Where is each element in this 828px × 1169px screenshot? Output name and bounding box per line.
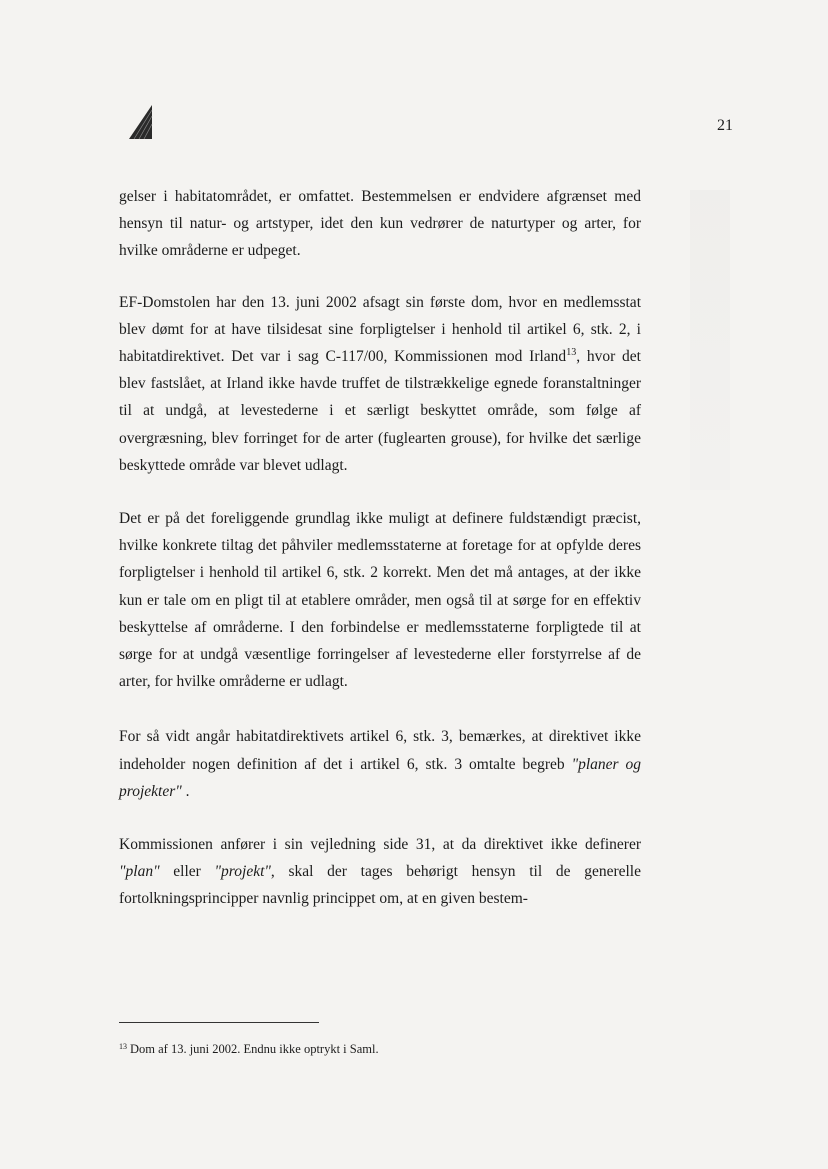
paragraph-text: . bbox=[181, 782, 190, 800]
triangle-logo-icon bbox=[128, 104, 154, 140]
italic-term: "plan" bbox=[119, 863, 160, 881]
italic-term: "projekt" bbox=[214, 863, 271, 881]
paragraph-text: Kommissionen anfører i sin vejledning side 31, at da direktivet ikke definerer bbox=[119, 836, 641, 854]
footnote-reference: 13 bbox=[566, 347, 577, 359]
paragraph: Det er på det foreliggende grundlag ikke muligt at definere fuldstændigt præcist, hvilke konkrete tiltag det påhviler medlemsstaterne at foretage for at opfylde deres forpligtelser i henhold til artikel 6, stk. 2 korrekt. Men det må antages, at der ikke kun er tale om en pligt til at etablere områder, men også til at sørge for en effektiv beskyttelse af områderne. I den forbindelse er medlemsstaterne forpligtede til at sørge for at undgå væsentlige forringelser af levestederne eller forstyrrelse af de arter, for hvilke områderne er udlagt. bbox=[119, 510, 641, 691]
italic-term: "planer og projekter" bbox=[119, 755, 641, 800]
body-text bbox=[119, 183, 641, 935]
footnote-number: 13 bbox=[119, 1042, 127, 1051]
paragraph bbox=[119, 289, 641, 479]
paragraph-text: , hvor det blev fastslået, at Irland ikke havde truffet de tilstrækkelige egnede foranstaltninger til at undgå, at levestederne i et særligt beskyttet område, som følge af overgræsning, blev forringet for de arter (fuglearten grouse), for hvilke det særlige beskyttede område var blevet udlagt. bbox=[119, 348, 641, 474]
footnote-text: Dom af 13. juni 2002. Endnu ikke optrykt i Saml. bbox=[130, 1042, 379, 1056]
paragraph bbox=[119, 723, 641, 805]
footnote-divider bbox=[119, 1022, 319, 1023]
footnote bbox=[119, 1042, 379, 1057]
paragraph-text: EF-Domstolen har den 13. juni 2002 afsagt sin første dom, hvor en medlemsstat blev dømt for at have tilsidesat sine forpligtelser i henhold til artikel 6, stk. 2, i habitatdirektivet. Det var i sag C-117/00, Kommissionen mod Irland bbox=[119, 293, 641, 366]
paragraph: gelser i habitatområdet, er omfattet. Bestemmelsen er endvidere afgrænset med hensyn til natur- og artstyper, idet den kun vedrører de naturtyper og arter, for hvilke områderne er udpeget. bbox=[119, 188, 641, 260]
paragraph bbox=[119, 831, 641, 913]
paragraph-text: For så vidt angår habitatdirektivets artikel 6, stk. 3, bemærkes, at direktivet ikke indeholder nogen definition af det i artikel 6, stk. 3 omtalte begreb bbox=[119, 728, 641, 773]
page-number: 21 bbox=[717, 117, 733, 134]
paragraph-text: eller bbox=[159, 863, 215, 881]
bleed-through-shadow bbox=[690, 190, 730, 490]
paragraph-text: , skal der tages behørigt hensyn til de generelle fortolkningsprincipper navnlig princippet om, at en given bestem- bbox=[119, 863, 641, 908]
